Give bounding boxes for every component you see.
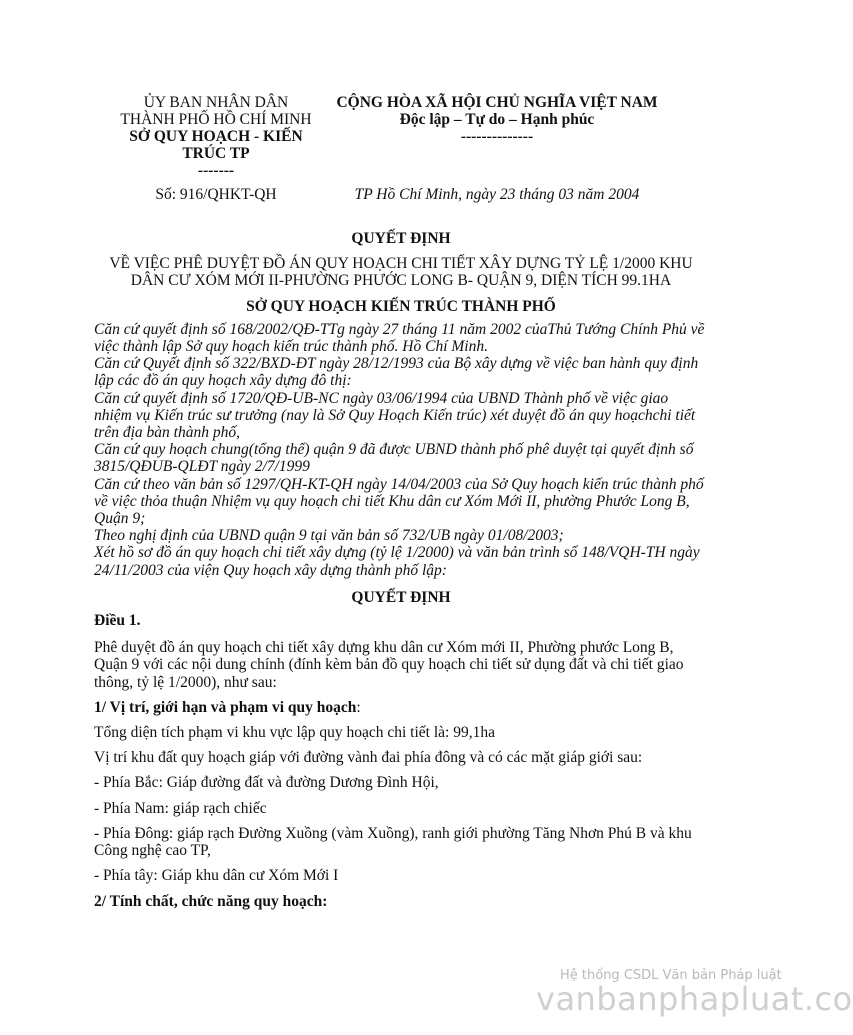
document-subtitle: VỀ VIỆC PHÊ DUYỆT ĐỒ ÁN QUY HOẠCH CHI TIẾT XÂY DỰNG TỶ LỆ 1/2000 KHU DÂN CƯ XÓM MỚI II-PHƯỜNG PHƯỚC LONG B- QUẬN 9, DIỆN TÍCH 99.1HA xyxy=(109,255,693,290)
watermark-caption: Hệ thống CSDL Văn bản Pháp luật xyxy=(560,968,782,983)
country-name: CỘNG HÒA XÃ HỘI CHỦ NGHĨA VIỆT NAM xyxy=(336,94,658,111)
document-number: Số: 916/QHKT-QH xyxy=(155,186,277,203)
issuer-line-4: TRÚC TP xyxy=(182,145,250,162)
document-title: QUYẾT ĐỊNH xyxy=(351,230,451,247)
issuing-authority: SỞ QUY HOẠCH KIẾN TRÚC THÀNH PHỐ xyxy=(246,297,556,315)
boundary-east: - Phía Đông: giáp rạch Đường Xuồng (vàm Xuồng), ranh giới phường Tăng Nhơn Phú B và khu Công nghệ cao TP, xyxy=(94,824,692,860)
motto-rule: -------------- xyxy=(460,128,534,145)
legal-basis-item: Căn cứ Quyết định số 322/BXD-ĐT ngày 28/12/1993 của Bộ xây dựng về việc ban hành quy định lập các đồ án quy hoạch xây dựng đô thị: xyxy=(94,355,699,390)
motto: Độc lập – Tự do – Hạnh phúc xyxy=(399,111,595,128)
decision-title: QUYẾT ĐỊNH xyxy=(351,588,451,606)
legal-basis-item: Theo nghị định của UBND quận 9 tại văn bản số 732/UB ngày 01/08/2003; xyxy=(94,527,564,545)
section-2-heading: 2/ Tính chất, chức năng quy hoạch: xyxy=(94,892,328,910)
area-text: Tổng diện tích phạm vi khu vực lập quy hoạch chi tiết là: 99,1ha xyxy=(94,724,495,742)
issuer-line-3: SỞ QUY HOẠCH - KIẾN xyxy=(129,128,303,145)
issuer-line-1: ỦY BAN NHÂN DÂN xyxy=(143,94,289,111)
boundary-north: - Phía Bắc: Giáp đường đất và đường Dương Đình Hội, xyxy=(94,774,439,792)
issuer-line-2: THÀNH PHỐ HỒ CHÍ MINH xyxy=(120,111,312,128)
boundary-south: - Phía Nam: giáp rạch chiếc xyxy=(94,799,267,817)
legal-basis-item: Căn cứ quyết định số 168/2002/QĐ-TTg ngày 27 tháng 11 năm 2002 củaThủ Tướng Chính Phủ về việc thành lập Sở quy hoạch kiến trúc thành phố. Hồ Chí Minh. xyxy=(94,320,705,356)
issuer-rule: ------- xyxy=(197,162,235,179)
legal-basis-item: Căn cứ theo văn bản số 1297/QH-KT-QH ngày 14/04/2003 của Sở Quy hoạch kiến trúc thành phố về việc thỏa thuận Nhiệm vụ quy hoạch chi tiết Khu dân cư Xóm Mới II, phường Phước Long B, Quận 9; xyxy=(94,475,704,528)
issuer-block xyxy=(100,94,332,179)
national-motto-block xyxy=(328,94,666,145)
section-1-heading-line xyxy=(94,699,708,716)
location-text: Vị trí khu đất quy hoạch giáp với đường vành đai phía đông và có các mặt giáp giới sau: xyxy=(94,749,643,767)
article-heading: Điều 1. xyxy=(94,612,141,630)
article-text: Phê duyệt đồ án quy hoạch chi tiết xây dựng khu dân cư Xóm mới II, Phường phước Long B, Quận 9 với các nội dung chính (đính kèm bản đồ quy hoạch chi tiết sử dụng đất và chi tiết giao thông, tỷ lệ 1/2000), như sau: xyxy=(94,639,684,691)
decision-body xyxy=(94,612,708,910)
legal-basis-list xyxy=(94,321,708,579)
legal-basis-item: Căn cứ quyết định số 1720/QĐ-UB-NC ngày 03/06/1994 của UBND Thành phố về việc giao nhiệm vụ Kiến trúc sư trưởng (nay là Sở Quy Hoạch Kiến trúc) xét duyệt đồ án quy hoạchchi tiết trên địa bàn thành phố, xyxy=(94,389,696,442)
section-1-heading: 1/ Vị trí, giới hạn và phạm vi quy hoạch xyxy=(94,698,357,716)
document-content xyxy=(94,230,708,918)
boundary-west: - Phía tây: Giáp khu dân cư Xóm Mới I xyxy=(94,867,339,885)
section-1-colon: : xyxy=(356,698,361,716)
legal-basis-item: Căn cứ quy hoạch chung(tổng thể) quận 9 đã được UBND thành phố phê duyệt tại quyết định số 3815/QĐUB-QLĐT ngày 2/7/1999 xyxy=(94,441,694,476)
legal-basis-item: Xét hồ sơ đồ án quy hoạch chi tiết xây dựng (tỷ lệ 1/2000) và văn bản trình số 148/VQH-TH ngày 24/11/2003 của viện Quy hoạch xây dựng thành phố lập: xyxy=(94,544,700,579)
document-date: TP Hồ Chí Minh, ngày 23 tháng 03 năm 2004 xyxy=(354,186,640,203)
watermark-domain: vanbanphapluat.co xyxy=(536,980,853,1018)
